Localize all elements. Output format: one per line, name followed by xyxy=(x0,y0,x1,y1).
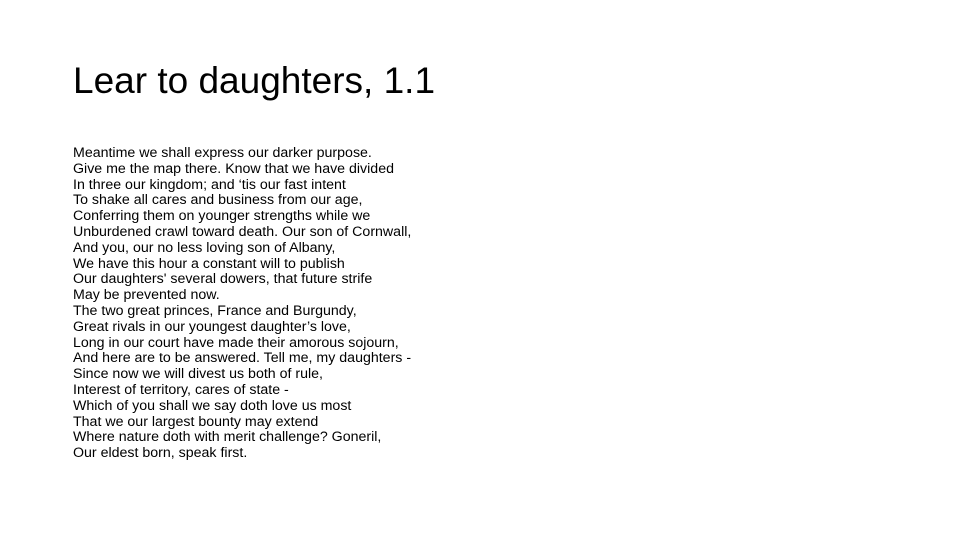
text-line: Our daughters' several dowers, that future strife xyxy=(73,271,373,288)
text-line: Our eldest born, speak first. xyxy=(73,445,248,462)
text-line: And here are to be answered. Tell me, my daughters - xyxy=(73,350,412,367)
text-line: Give me the map there. Know that we have divided xyxy=(73,160,394,177)
text-line: In three our kingdom; and ‘tis our fast intent xyxy=(73,176,346,193)
slide-title: Lear to daughters, 1.1 xyxy=(73,60,436,101)
text-line: Conferring them on younger strengths while we xyxy=(73,208,371,225)
text-line: The two great princes, France and Burgundy, xyxy=(73,302,357,319)
text-line: Long in our court have made their amorous sojourn, xyxy=(73,334,399,351)
slide-body-text xyxy=(73,146,833,462)
text-line: That we our largest bounty may extend xyxy=(73,413,319,430)
text-line: To shake all cares and business from our age, xyxy=(73,192,363,209)
text-line: We have this hour a constant will to publish xyxy=(73,255,345,272)
text-line: And you, our no less loving son of Albany, xyxy=(73,239,336,256)
text-line: May be prevented now. xyxy=(73,287,220,304)
text-line: Great rivals in our youngest daughter’s love, xyxy=(73,318,351,335)
text-line: Which of you shall we say doth love us most xyxy=(73,397,352,414)
text-line: Interest of territory, cares of state - xyxy=(73,381,289,398)
text-line: Meantime we shall express our darker purpose. xyxy=(73,145,372,161)
text-line: Unburdened crawl toward death. Our son of Cornwall, xyxy=(73,223,412,240)
text-line: Since now we will divest us both of rule, xyxy=(73,366,323,383)
text-line: Where nature doth with merit challenge? Goneril, xyxy=(73,429,382,446)
